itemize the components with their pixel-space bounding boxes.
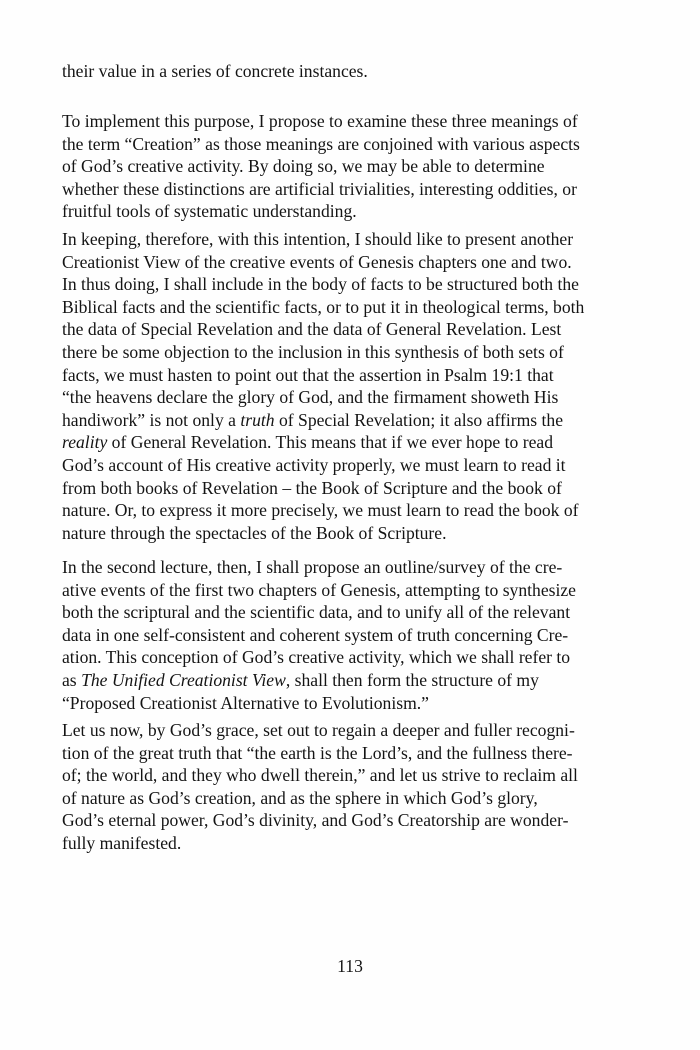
text-line: their value in a series of concrete instances. — [62, 61, 368, 81]
text-line: of; the world, and they who dwell therein,” and let us strive to reclaim all — [62, 765, 578, 786]
text-line: “Proposed Creationist Alternative to Evolutionism.” — [62, 692, 429, 713]
paragraph-2 — [62, 110, 624, 223]
text-line — [62, 431, 624, 454]
text-line: In thus doing, I shall include in the body of facts to be structured both the — [62, 274, 579, 295]
text-line: God’s account of His creative activity properly, we must learn to read it — [62, 454, 566, 475]
text-segment: , shall then form the structure of my — [285, 669, 539, 690]
text-line — [62, 409, 624, 432]
text-line: the data of Special Revelation and the data of General Revelation. Lest — [62, 319, 562, 340]
text-line: ation. This conception of God’s creative activity, which we shall refer to — [62, 647, 571, 668]
text-line: ative events of the first two chapters of Genesis, attempting to synthesize — [62, 579, 576, 600]
text-segment: of General Revelation. This means that if we ever hope to read — [107, 432, 553, 453]
text-line: nature. Or, to express it more precisely, we must learn to read the book of — [62, 500, 579, 521]
text-line: tion of the great truth that “the earth is the Lord’s, and the fullness there- — [62, 742, 573, 763]
text-line: data in one self-consistent and coherent system of truth concerning Cre- — [62, 624, 569, 645]
text-line: whether these distinctions are artificial trivialities, interesting oddities, or — [62, 178, 577, 199]
emphasized-word: reality — [62, 432, 108, 453]
text-line: nature through the spectacles of the Book of Scripture. — [62, 522, 447, 543]
text-line: “the heavens declare the glory of God, and the firmament showeth His — [62, 387, 559, 408]
text-line: Let us now, by God’s grace, set out to regain a deeper and fuller recogni- — [62, 720, 575, 740]
text-segment: of Special Revelation; it also affirms the — [274, 409, 564, 430]
text-line: Creationist View of the creative events of Genesis chapters one and two. — [62, 251, 572, 272]
text-segment: handiwork” is not only a — [62, 409, 241, 430]
text-line: fully manifested. — [62, 832, 182, 853]
text-line: of God’s creative activity. By doing so, we may be able to determine — [62, 156, 545, 177]
text-line — [62, 669, 624, 692]
emphasized-word: truth — [240, 409, 275, 430]
page-number: 113 — [337, 956, 363, 976]
paragraph-1 — [62, 60, 624, 83]
paragraph-5 — [62, 719, 624, 855]
text-line: In the second lecture, then, I shall propose an outline/survey of the cre- — [62, 557, 563, 577]
text-line: To implement this purpose, I propose to examine these three meanings of — [62, 111, 578, 131]
text-line: In keeping, therefore, with this intention, I should like to present another — [62, 229, 574, 249]
text-line: both the scriptural and the scientific data, and to unify all of the relevant — [62, 602, 571, 623]
paragraph-4 — [62, 556, 624, 714]
text-line: Biblical facts and the scientific facts, or to put it in theological terms, both — [62, 296, 585, 317]
text-line: facts, we must hasten to point out that the assertion in Psalm 19:1 that — [62, 364, 554, 385]
text-line: God’s eternal power, God’s divinity, and God’s Creatorship are wonder- — [62, 810, 569, 831]
text-line: the term “Creation” as those meanings are conjoined with various aspects — [62, 133, 580, 154]
text-line: fruitful tools of systematic understanding. — [62, 201, 357, 222]
paragraph-3 — [62, 228, 624, 544]
text-line: from both books of Revelation – the Book of Scripture and the book of — [62, 477, 562, 498]
text-line: of nature as God’s creation, and as the sphere in which God’s glory, — [62, 787, 538, 808]
emphasized-title: The Unified Creationist View — [81, 669, 286, 690]
text-segment: as — [62, 669, 82, 690]
text-line: there be some objection to the inclusion in this synthesis of both sets of — [62, 341, 564, 362]
